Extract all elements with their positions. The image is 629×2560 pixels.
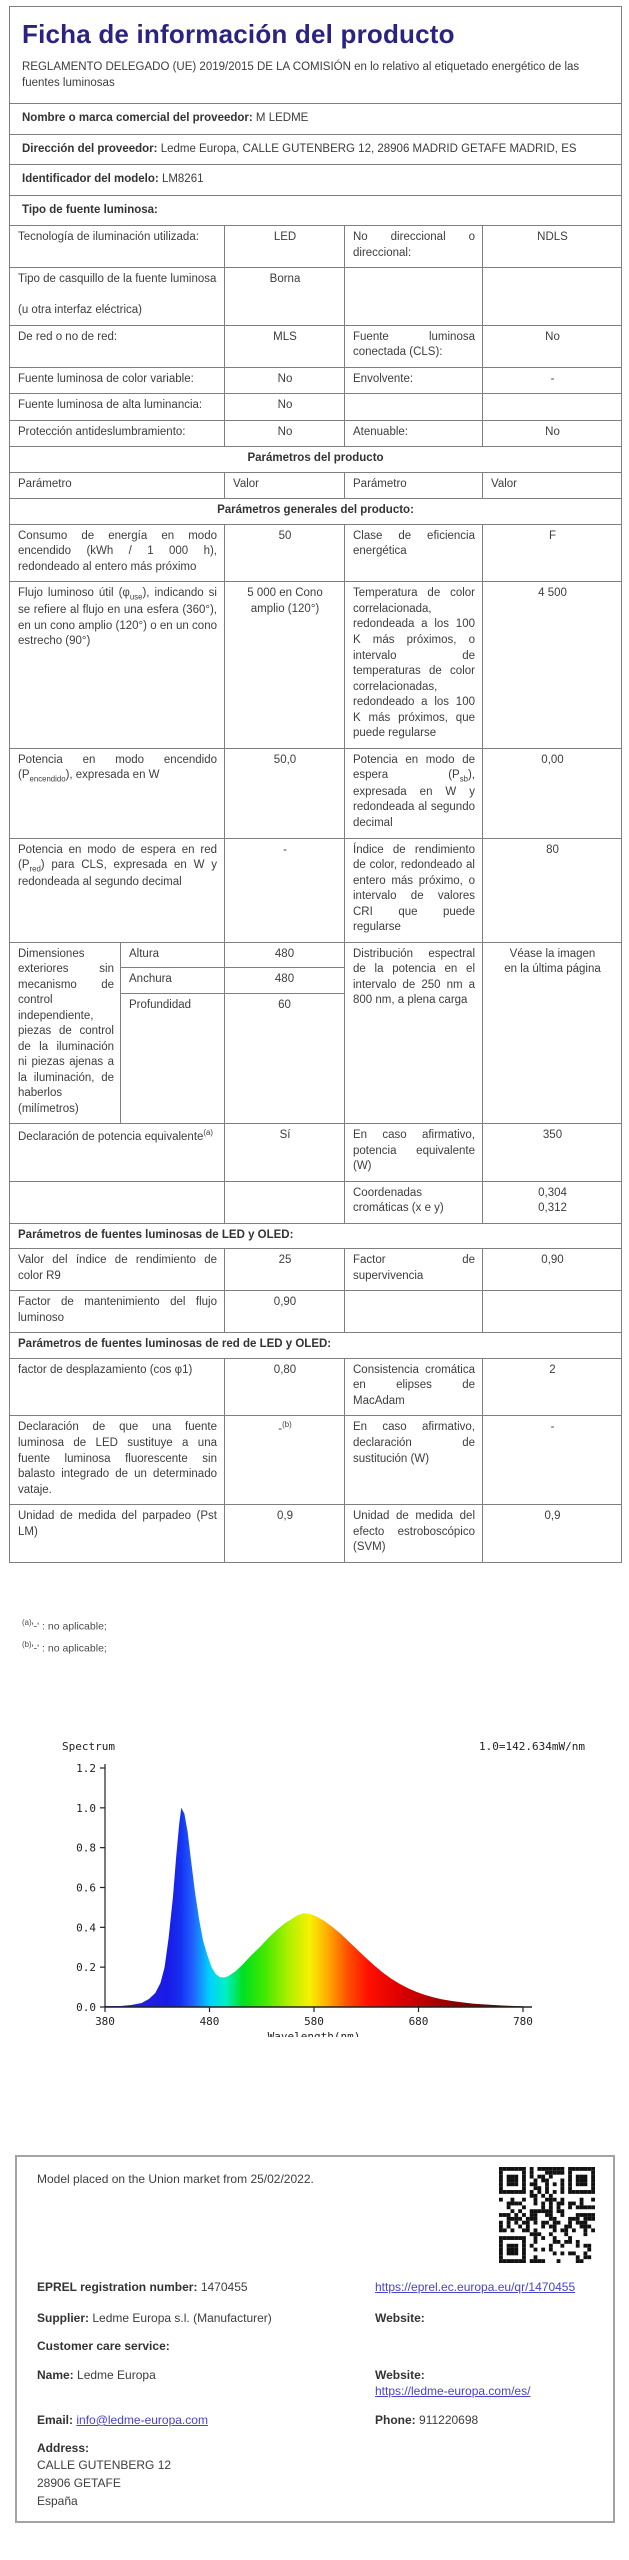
field-value: M LEDME: [255, 112, 309, 125]
chart-title: Spectrum: [62, 1740, 115, 1753]
dimension-name: Profundidad: [121, 994, 225, 1019]
param-cell: factor de desplazamiento (cos φ1): [10, 1359, 225, 1416]
value-cell: [483, 394, 621, 420]
phone-value: 911220698: [419, 2412, 479, 2427]
footnotes: [22, 1618, 107, 1661]
value-cell: 0,90: [541, 1254, 564, 1267]
param-cell: En caso afirmativo, declaración de sustitución (W): [345, 1416, 483, 1504]
value-cell: 4 500: [538, 587, 567, 600]
x-tick-label: 380: [95, 2015, 115, 2028]
value-cell: Véase la imagen en la última página: [504, 947, 601, 976]
dimension-name: Anchura: [121, 968, 225, 993]
table-row: [10, 368, 621, 395]
value-cell: NDLS: [537, 231, 568, 244]
spectrum-chart-wrap: [40, 1732, 600, 2037]
y-tick-label: 0.2: [76, 1961, 96, 1975]
eprel-link[interactable]: https://eprel.ec.europa.eu/qr/1470455: [375, 2280, 576, 2294]
col-header: Valor: [491, 477, 517, 490]
field-value: LM8261: [161, 173, 204, 186]
param-cell: Índice de rendimiento de color, redondeado al entero más próximo, o intervalo de valores CRI que puede regularse: [345, 839, 483, 942]
name-label: Name:: [37, 2367, 74, 2382]
dimension-subrow: [121, 968, 344, 994]
param-cell: Flujo luminoso útil $(\varphi_{use})$, indicando si se refiere al flujo en una esfera (360°), en un cono amplio (120°) o en un cono estrecho (90°): [10, 582, 225, 747]
y-tick-label: 0.6: [76, 1881, 96, 1895]
value-cell: 0,00: [541, 753, 564, 766]
dimension-value: 60: [278, 998, 291, 1011]
value-cell: [483, 1291, 621, 1332]
title-block: [10, 7, 621, 104]
y-tick-label: 0.0: [76, 2001, 96, 2014]
param-cell: Distribución espectral de la potencia en el intervalo de 250 nm a 800 nm, a plena carga: [345, 943, 483, 1124]
param-cell: Unidad de medida del efecto estroboscópico (SVM): [345, 1505, 483, 1562]
param-cell: Valor del índice de rendimiento de color R9: [10, 1249, 225, 1290]
supplier-brand-row: [10, 104, 621, 135]
param-cell: De red o no de red:: [10, 326, 225, 367]
param-cell: Declaración de que una fuente luminosa de LED sustituye a una fuente luminosa fluorescente sin balasto integrado de un determinado vataje.: [10, 1416, 225, 1504]
dimension-filler-right: [225, 1018, 344, 1123]
email-link[interactable]: info@ledme-europa.com: [76, 2412, 208, 2427]
value-cell: 50: [225, 525, 345, 582]
param-cell: Factor de mantenimiento del flujo luminoso: [10, 1291, 225, 1332]
params-title: Parámetros del producto: [10, 447, 621, 473]
field-label: Dirección del proveedor:: [22, 142, 158, 155]
value-cell: 2: [549, 1363, 556, 1376]
address-line: CALLE GUTENBERG 12: [37, 2458, 172, 2473]
eprel-number: 1470455: [200, 2280, 248, 2294]
param-cell: [345, 1291, 483, 1332]
value-cell: Borna: [225, 268, 345, 325]
value-cell: No: [545, 330, 560, 343]
value-cell: 0,9: [544, 1510, 561, 1523]
y-tick-label: 0.8: [76, 1841, 96, 1855]
value-cell: No: [225, 421, 345, 447]
param-cell: Temperatura de color correlacionada, redondeada a los 100 K más próximos, o intervalo de temperaturas de color correlacionadas, redondeado a los 100 K más próximos, que puede regularse: [345, 582, 483, 747]
field-label: Identificador del modelo:: [22, 173, 159, 186]
table-row: [10, 394, 621, 421]
dimensions-subtable: [121, 943, 345, 1124]
param-cell: [345, 268, 483, 325]
x-tick-label: 480: [199, 2015, 220, 2028]
name-value: Ledme Europa: [77, 2367, 156, 2382]
param-cell: Factor de supervivencia: [345, 1249, 483, 1290]
table-row: [10, 268, 621, 326]
value-cell: -$^{(b)}$: [225, 1416, 345, 1504]
param-cell: En caso afirmativo, potencia equivalente (W): [345, 1124, 483, 1181]
value-cell: 0,90: [225, 1291, 345, 1332]
supplier-value: Ledme Europa s.l. (Manufacturer): [92, 2311, 272, 2326]
x-tick-label: 680: [408, 2015, 429, 2028]
dimension-value: 480: [274, 973, 295, 986]
light-source-type-heading: Tipo de fuente luminosa:: [10, 196, 621, 227]
dimension-name: Altura: [121, 943, 225, 968]
regulation-text: REGLAMENTO DELEGADO (UE) 2019/2015 DE LA COMISIÓN en lo relativo al etiquetado energético de las fuentes luminosas: [22, 61, 580, 89]
supplier-website-link[interactable]: https://ledme-europa.com/es/: [375, 2383, 531, 2398]
value-cell: 25: [225, 1249, 345, 1290]
chart-scale-note: 1.0=142.634mW/nm: [479, 1740, 585, 1753]
supplier-label: Supplier:: [37, 2311, 90, 2326]
value-cell: No: [545, 425, 560, 438]
dimension-filler-left: [121, 1018, 225, 1123]
param-cell: Atenuable:: [345, 421, 483, 447]
params-table: [10, 499, 621, 1562]
dimension-value: 480: [274, 947, 295, 960]
footnote-a: $^{(a)}$'-' : no aplicable;: [22, 1618, 107, 1633]
param-cell: Fuente luminosa de color variable:: [10, 368, 225, 394]
value-cell: 5 000 en Cono amplio (120°): [225, 582, 345, 747]
value-cell: 0,80: [225, 1359, 345, 1416]
param-cell: Clase de eficiencia energética: [345, 525, 483, 582]
field-value: Ledme Europa, CALLE GUTENBERG 12, 28906 MADRID GETAFE MADRID, ES: [160, 142, 577, 155]
table-row: [10, 421, 621, 448]
supplier-address-row: [10, 135, 621, 166]
website2-label: Website:: [375, 2367, 425, 2382]
model-identifier-row: [10, 165, 621, 196]
param-cell: Consistencia cromática en elipses de MacAdam: [345, 1359, 483, 1416]
value-cell: 0,9: [225, 1505, 345, 1562]
product-fiche-table: [9, 6, 622, 1563]
param-cell: Dimensiones exteriores sin mecanismo de control independiente, piezas de control de la iluminación ni piezas ajenas a la iluminación, de haberlos (milímetros): [10, 943, 121, 1124]
address-block: [37, 2440, 595, 2510]
table-row: [10, 1505, 621, 1563]
y-tick-label: 0.4: [76, 1921, 96, 1935]
param-cell: Unidad de medida del parpadeo (Pst LM): [10, 1505, 225, 1562]
x-tick-label: 780: [513, 2015, 533, 2028]
value-cell: LED: [225, 226, 345, 267]
table-row: [10, 749, 621, 839]
value-cell: [225, 1182, 345, 1223]
table-row: [10, 839, 621, 943]
param-cell: [10, 1182, 225, 1223]
params-col-headers: [10, 473, 621, 500]
website-label: Website:: [375, 2311, 425, 2326]
value-cell: MLS: [225, 326, 345, 367]
eprel-label: EPREL registration number:: [37, 2280, 198, 2294]
supplier-row: [37, 2310, 595, 2326]
table-row: [10, 1182, 621, 1224]
param-cell: Fuente luminosa de alta luminancia:: [10, 394, 225, 420]
table-row: [10, 1291, 621, 1333]
param-cell: Envolvente:: [345, 368, 483, 394]
table-row: [10, 525, 621, 583]
param-cell: Tecnología de iluminación utilizada:: [10, 226, 225, 267]
col-header: Parámetro: [10, 473, 225, 499]
table-row: [10, 1124, 621, 1182]
section-heading: Parámetros de fuentes luminosas de LED y OLED:: [10, 1224, 621, 1250]
y-tick-label: 1.0: [76, 1801, 96, 1815]
qr-code: [499, 2167, 595, 2263]
footer-box: [15, 2155, 615, 2523]
param-cell: Declaración de potencia equivalente$^{(a)}$: [10, 1124, 225, 1181]
address-line: España: [37, 2494, 78, 2509]
section-heading: Parámetros generales del producto:: [10, 499, 621, 525]
table-row: [10, 226, 621, 268]
param-cell: Potencia en modo de espera $(P_{sb})$, expresada en W y redondeada al segundo decimal: [345, 749, 483, 838]
param-cell: Consumo de energía en modo encendido (kWh / 1 000 h), redondeado al entero más próximo: [10, 525, 225, 582]
customer-care-row: [37, 2338, 595, 2354]
eprel-row: [37, 2279, 595, 2295]
value-cell: [483, 268, 621, 325]
spectrum-chart: [40, 1732, 600, 2037]
value-cell: -: [550, 1421, 555, 1434]
value-cell: -: [225, 839, 345, 942]
dimension-subrow: [121, 943, 344, 969]
value-cell: 80: [546, 843, 559, 856]
param-cell: Fuente luminosa conectada (CLS):: [345, 326, 483, 367]
value-cell: F: [548, 529, 557, 542]
param-cell: Potencia en modo encendido $(P_{encendido})$, expresada en W: [10, 749, 225, 838]
dimensions-row: [10, 943, 621, 1125]
col-header: Valor: [225, 473, 345, 499]
x-tick-label: 580: [304, 2015, 324, 2028]
x-axis-label: Wavelength(nm): [267, 2030, 361, 2037]
table-row: [10, 326, 621, 368]
value-cell: 350: [542, 1129, 563, 1142]
col-header: Parámetro: [345, 473, 483, 499]
email-row: [37, 2412, 595, 2428]
type-table: [10, 226, 621, 447]
footnote-b: $^{(b)}$'-' : no aplicable;: [22, 1639, 107, 1655]
phone-label: Phone:: [375, 2412, 416, 2427]
value-cell: No: [225, 368, 345, 394]
table-row: [10, 582, 621, 748]
param-cell: [345, 394, 483, 420]
value-cell: Sí: [225, 1124, 345, 1181]
address-label: Address:: [37, 2441, 90, 2456]
y-tick-label: 1.2: [76, 1762, 96, 1775]
param-cell: No direccional o direccional:: [345, 226, 483, 267]
name-row: [37, 2367, 595, 2399]
dimension-subrow: [121, 994, 344, 1019]
section-heading: Parámetros de fuentes luminosas de red de LED y OLED:: [10, 1333, 621, 1359]
value-cell: 0,304 0,312: [538, 1186, 567, 1215]
page-title: Ficha de información del producto: [22, 19, 455, 49]
param-cell: Potencia en modo de espera en red $(P_{red})$ para CLS, expresada en W y redondeada al segundo decimal: [10, 839, 225, 942]
email-label: Email:: [37, 2412, 74, 2427]
dimension-filler: [121, 1018, 344, 1123]
value-cell: -: [550, 372, 555, 385]
table-row: [10, 1416, 621, 1505]
spectrum-area: [105, 1808, 523, 2007]
value-cell: No: [225, 394, 345, 420]
param-cell: Tipo de casquillo de la fuente luminosa (u otra interfaz eléctrica): [10, 268, 225, 325]
address-line: 28906 GETAFE: [37, 2476, 121, 2491]
customer-care-label: Customer care service:: [37, 2339, 170, 2354]
field-label: Nombre o marca comercial del proveedor:: [22, 112, 253, 125]
table-row: [10, 1249, 621, 1291]
param-cell: Coordenadas cromáticas (x e y): [345, 1182, 483, 1223]
market-note: Model placed on the Union market from 25/02/2022.: [37, 2172, 314, 2186]
param-cell: Protección antideslumbramiento:: [10, 421, 225, 447]
table-row: [10, 1359, 621, 1417]
value-cell: 50,0: [225, 749, 345, 838]
